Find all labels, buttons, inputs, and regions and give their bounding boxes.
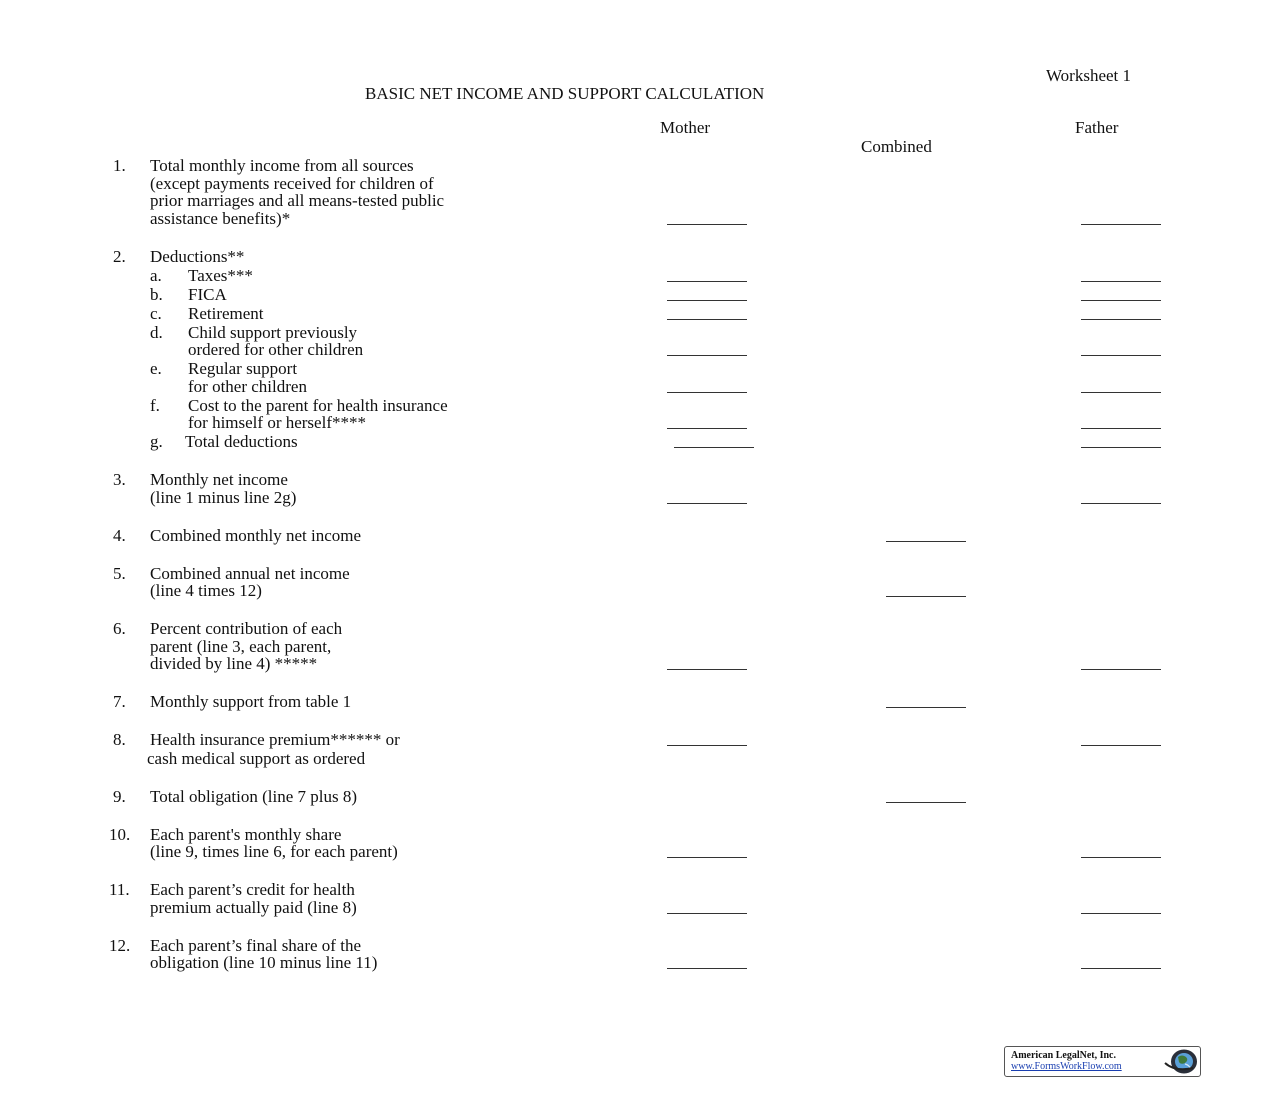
line-2d-father-blank[interactable] <box>1081 355 1161 356</box>
line-2e-text: Regular support <box>188 359 298 378</box>
line-2-text: Deductions** <box>150 247 245 266</box>
line-2g-mother-blank[interactable] <box>674 447 754 448</box>
line-2b-letter: b. <box>150 285 163 304</box>
line-10-father-blank[interactable] <box>1081 857 1161 858</box>
line-5-text: Combined annual net income <box>150 564 350 583</box>
line-2a-father-blank[interactable] <box>1081 281 1161 282</box>
line-5-combined-blank[interactable] <box>886 596 966 597</box>
line-2d-text: ordered for other children <box>188 340 364 359</box>
line-8-father-blank[interactable] <box>1081 745 1161 746</box>
line-2d-mother-blank[interactable] <box>667 355 747 356</box>
line-3-number: 3. <box>113 470 126 489</box>
line-4-number: 4. <box>113 526 126 545</box>
line-12-father-blank[interactable] <box>1081 968 1161 969</box>
line-10-text: Each parent's monthly share <box>150 825 342 844</box>
line-1-text: assistance benefits)* <box>150 209 291 228</box>
line-7-combined-blank[interactable] <box>886 707 966 708</box>
line-6-mother-blank[interactable] <box>667 669 747 670</box>
line-9-number: 9. <box>113 787 126 806</box>
line-8-number: 8. <box>113 730 126 749</box>
line-10-mother-blank[interactable] <box>667 857 747 858</box>
line-2c-text: Retirement <box>188 304 264 323</box>
line-1-number: 1. <box>113 156 126 175</box>
line-1-text: prior marriages and all means-tested public <box>150 191 445 210</box>
line-3-text: (line 1 minus line 2g) <box>150 488 297 507</box>
line-2g-text: Total deductions <box>185 432 298 451</box>
line-2d-letter: d. <box>150 323 163 342</box>
line-9-combined-blank[interactable] <box>886 802 966 803</box>
publisher-url-link[interactable]: www.FormsWorkFlow.com <box>1011 1061 1122 1072</box>
line-7-text: Monthly support from table 1 <box>150 692 352 711</box>
line-6-text: divided by line 4) ***** <box>150 654 318 673</box>
line-2e-text: for other children <box>188 377 307 396</box>
line-6-text: parent (line 3, each parent, <box>150 637 332 656</box>
line-6-number: 6. <box>113 619 126 638</box>
line-2b-father-blank[interactable] <box>1081 300 1161 301</box>
globe-icon <box>1163 1048 1199 1075</box>
line-5-text: (line 4 times 12) <box>150 581 262 600</box>
column-heading-mother: Mother <box>660 118 711 137</box>
line-2e-mother-blank[interactable] <box>667 392 747 393</box>
line-7-number: 7. <box>113 692 126 711</box>
line-2g-father-blank[interactable] <box>1081 447 1161 448</box>
line-1-text: (except payments received for children of <box>150 174 434 193</box>
line-2c-letter: c. <box>150 304 162 323</box>
line-12-text: obligation (line 10 minus line 11) <box>150 953 378 972</box>
line-10-text: (line 9, times line 6, for each parent) <box>150 842 398 861</box>
line-2e-letter: e. <box>150 359 162 378</box>
line-1-father-blank[interactable] <box>1081 224 1161 225</box>
line-11-text: premium actually paid (line 8) <box>150 898 357 917</box>
line-2c-mother-blank[interactable] <box>667 319 747 320</box>
line-11-mother-blank[interactable] <box>667 913 747 914</box>
line-6-father-blank[interactable] <box>1081 669 1161 670</box>
line-1-mother-blank[interactable] <box>667 224 747 225</box>
page-title: BASIC NET INCOME AND SUPPORT CALCULATION <box>365 84 765 103</box>
line-9-text: Total obligation (line 7 plus 8) <box>150 787 358 806</box>
line-2d-text: Child support previously <box>188 323 358 342</box>
line-11-text: Each parent’s credit for health <box>150 880 355 899</box>
line-2f-mother-blank[interactable] <box>667 428 747 429</box>
column-heading-father: Father <box>1075 118 1119 137</box>
line-3-mother-blank[interactable] <box>667 503 747 504</box>
line-2a-text: Taxes*** <box>188 266 253 285</box>
line-2g-letter: g. <box>150 432 163 451</box>
line-2b-mother-blank[interactable] <box>667 300 747 301</box>
line-2c-father-blank[interactable] <box>1081 319 1161 320</box>
line-2f-text: Cost to the parent for health insurance <box>188 396 448 415</box>
line-8-text: Health insurance premium****** or <box>150 730 400 749</box>
line-2f-letter: f. <box>150 396 160 415</box>
line-2e-father-blank[interactable] <box>1081 392 1161 393</box>
line-4-text: Combined monthly net income <box>150 526 362 545</box>
line-2f-father-blank[interactable] <box>1081 428 1161 429</box>
line-11-number: 11. <box>109 880 130 899</box>
publisher-logo <box>1004 1046 1201 1077</box>
line-3-father-blank[interactable] <box>1081 503 1161 504</box>
line-10-number: 10. <box>109 825 131 844</box>
line-3-text: Monthly net income <box>150 470 288 489</box>
line-2a-mother-blank[interactable] <box>667 281 747 282</box>
line-11-father-blank[interactable] <box>1081 913 1161 914</box>
line-2f-text: for himself or herself**** <box>188 413 366 432</box>
line-12-number: 12. <box>109 936 131 955</box>
line-4-combined-blank[interactable] <box>886 541 966 542</box>
line-1-text: Total monthly income from all sources <box>150 156 414 175</box>
line-5-number: 5. <box>113 564 126 583</box>
column-heading-combined: Combined <box>861 137 932 156</box>
line-2a-letter: a. <box>150 266 162 285</box>
publisher-name: American LegalNet, Inc. <box>1011 1050 1116 1061</box>
line-8-text: cash medical support as ordered <box>147 749 366 768</box>
line-2b-text: FICA <box>188 285 227 304</box>
line-12-mother-blank[interactable] <box>667 968 747 969</box>
line-12-text: Each parent’s final share of the <box>150 936 361 955</box>
line-8-mother-blank[interactable] <box>667 745 747 746</box>
worksheet-label: Worksheet 1 <box>1046 66 1132 85</box>
line-2-number: 2. <box>113 247 126 266</box>
line-6-text: Percent contribution of each <box>150 619 343 638</box>
